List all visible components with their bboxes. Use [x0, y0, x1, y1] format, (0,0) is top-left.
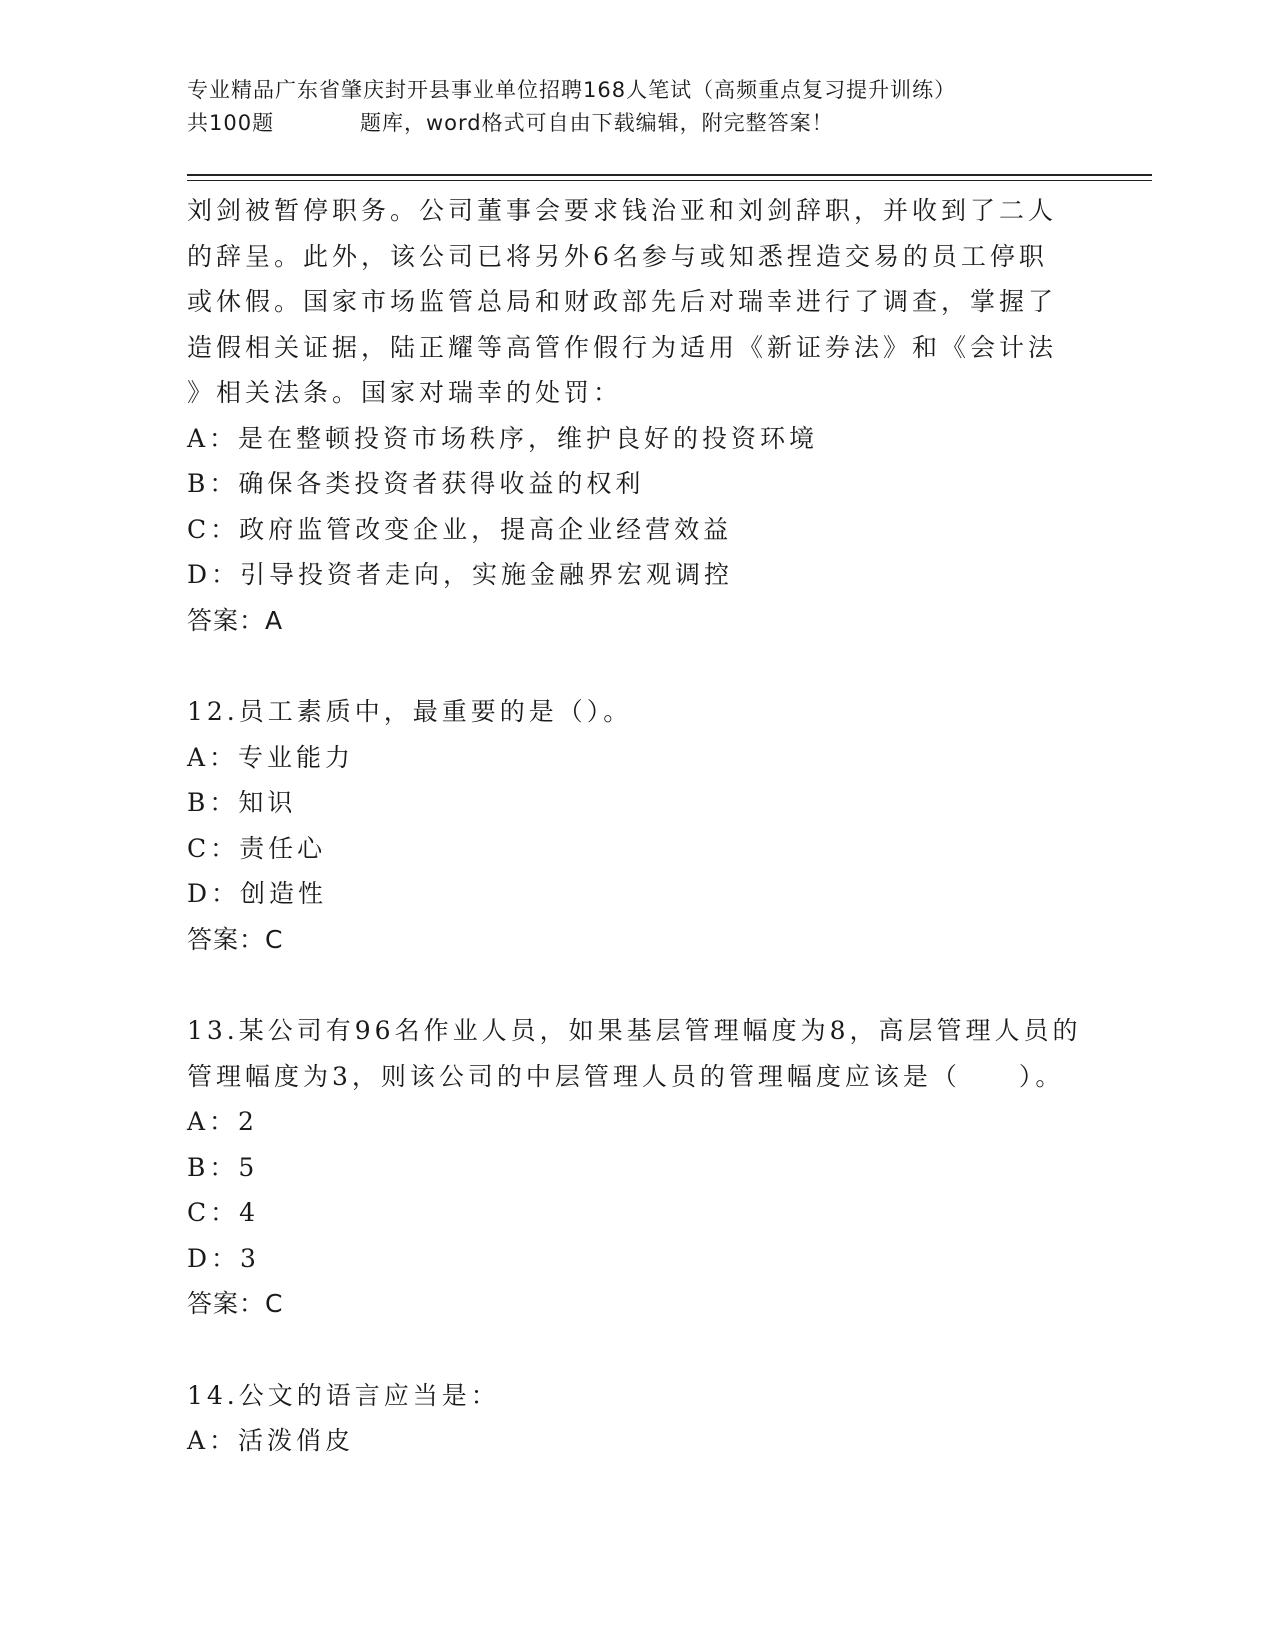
- question-stem: 12.员工素质中，最重要的是（）。: [187, 697, 633, 726]
- option-c: C：政府监管改变企业，提高企业经营效益: [187, 514, 733, 544]
- option-b: B：5: [187, 1152, 259, 1182]
- question-14: [187, 1373, 1087, 1464]
- question-12: [187, 689, 1087, 962]
- header-divider: [187, 174, 1152, 176]
- option-c: C：4: [187, 1198, 260, 1227]
- question-stem: 13.某公司有96名作业人员，如果基层管理幅度为8，高层管理人员的: [187, 1016, 1082, 1045]
- option-a: A：专业能力: [187, 742, 355, 772]
- header-divider-thin: [187, 180, 1152, 181]
- passage-line: 刘剑被暂停职务。公司董事会要求钱治亚和刘剑辞职，并收到了二人: [187, 196, 1058, 225]
- question-13: [187, 1008, 1087, 1327]
- passage-line: 或休假。国家市场监管总局和财政部先后对瑞幸进行了调查，掌握了: [187, 287, 1058, 316]
- header-description: 题库，word格式可自由下载编辑，附完整答案！: [360, 111, 834, 135]
- answer-line: 答案：C: [187, 1289, 284, 1318]
- header-title: 专业精品广东省肇庆封开县事业单位招聘168人笔试（高频重点复习提升训练）: [187, 78, 957, 102]
- question-stem: 14.公文的语言应当是：: [187, 1380, 500, 1410]
- answer-line: 答案：A: [187, 605, 284, 635]
- option-c: C：责任心: [187, 833, 327, 863]
- passage-line: 造假相关证据，陆正耀等高管作假行为适用《新证券法》和《会计法: [187, 332, 1058, 362]
- answer-line: 答案：C: [187, 924, 284, 954]
- question-11: [187, 188, 1087, 643]
- option-a: A：2: [187, 1107, 258, 1136]
- option-b: B：确保各类投资者获得收益的权利: [187, 469, 645, 498]
- passage-line: 》相关法条。国家对瑞幸的处罚：: [187, 378, 623, 407]
- passage-line: 的辞呈。此外，该公司已将另外6名参与或知悉捏造交易的员工停职: [187, 241, 1048, 271]
- header-subtitle: [187, 107, 1067, 140]
- option-a: A：活泼俏皮: [187, 1426, 355, 1455]
- option-b: B：知识: [187, 788, 297, 817]
- document-header: [187, 74, 1067, 140]
- question-stem: 管理幅度为3，则该公司的中层管理人员的管理幅度应该是（ ）。: [187, 1061, 1065, 1091]
- option-d: D：创造性: [187, 879, 328, 908]
- option-a: A：是在整顿投资市场秩序，维护良好的投资环境: [187, 423, 819, 453]
- option-d: D：引导投资者走向，实施金融界宏观调控: [187, 560, 734, 589]
- option-d: D：3: [187, 1243, 260, 1273]
- question-count: 共100题: [187, 111, 275, 135]
- question-content: [187, 188, 1087, 1464]
